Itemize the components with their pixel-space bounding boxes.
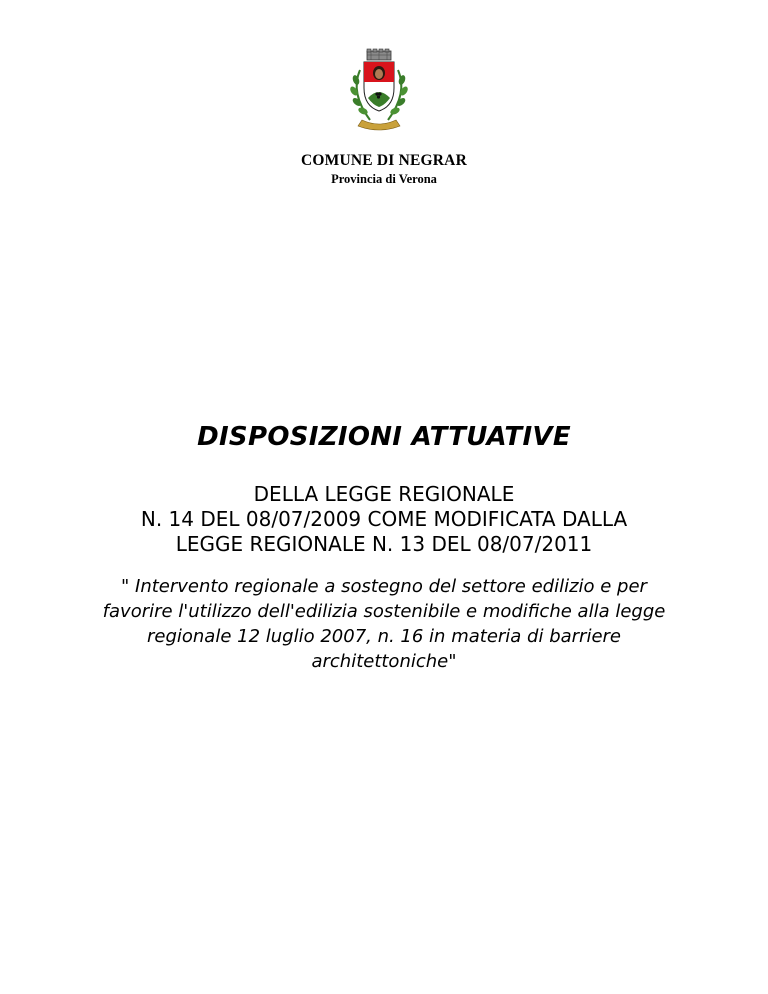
law-line: LEGGE REGIONALE N. 13 DEL 08/07/2011	[175, 532, 593, 556]
municipality-name: COMUNE DI NEGRAR	[301, 152, 467, 169]
law-line: N. 14 DEL 08/07/2009 COME MODIFICATA DALLA	[140, 507, 628, 531]
subject-line: architettoniche"	[311, 651, 457, 672]
law-reference	[20, 482, 748, 557]
coat-of-arms-icon	[340, 48, 418, 132]
law-subject	[10, 574, 758, 674]
law-line: DELLA LEGGE REGIONALE	[253, 482, 515, 506]
document-title: DISPOSIZIONI ATTUATIVE	[197, 422, 571, 452]
subject-line: " Intervento regionale a sostegno del settore edilizio e per	[121, 576, 647, 597]
subject-line: regionale 12 luglio 2007, n. 16 in materia di barriere	[146, 626, 621, 647]
province-name: Provincia di Verona	[331, 172, 437, 186]
subject-line: favorire l'utilizzo dell'edilizia sostenibile e modifiche alla legge	[102, 601, 666, 622]
